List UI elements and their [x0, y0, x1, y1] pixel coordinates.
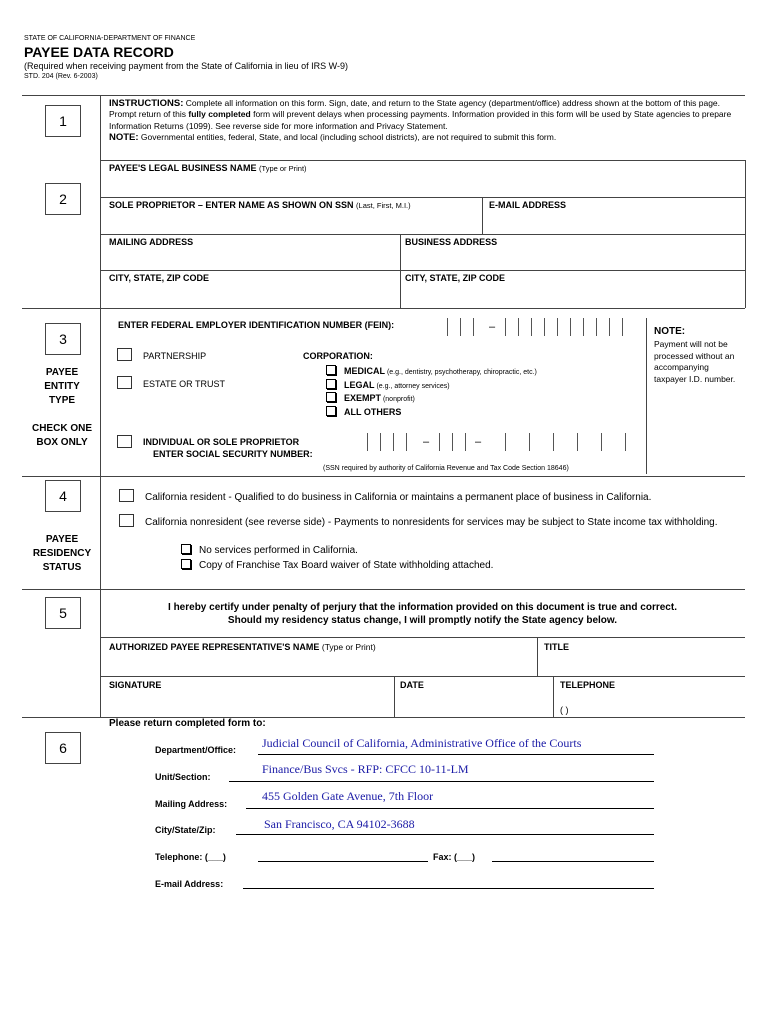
- sole-proprietor-name-label: [109, 200, 411, 210]
- note-label: NOTE:: [109, 131, 139, 143]
- section-number-4: 4: [45, 480, 81, 512]
- checkbox-icon: [326, 365, 336, 375]
- label-hint: (Type or Print): [259, 164, 307, 173]
- right-border: [745, 160, 746, 308]
- certification-statement: [100, 601, 745, 627]
- department-value: Judicial Council of California, Administrative Office of the Courts: [262, 736, 582, 750]
- individual-label: INDIVIDUAL OR SOLE PROPRIETOR: [143, 437, 300, 447]
- row-divider: [100, 197, 745, 198]
- instructions-text-b: form will prevent delays when processing payments. Information provided in this form will be used by State agencies to prepare Information Returns (1099). See reverse side for more information and Privacy Statement.: [109, 109, 732, 131]
- estate-trust-checkbox[interactable]: [117, 376, 132, 389]
- section-divider: [22, 476, 745, 477]
- email-return-label: E-mail Address:: [155, 879, 224, 889]
- fein-field[interactable]: [447, 318, 627, 338]
- instructions: [109, 98, 739, 143]
- sole-proprietor-name-field[interactable]: [105, 211, 477, 231]
- label-text: SOLE PROPRIETOR – ENTER NAME AS SHOWN ON SSN: [109, 200, 354, 210]
- cell-divider: [537, 637, 538, 676]
- ftb-waiver-option[interactable]: [181, 559, 493, 571]
- ssn-authority-note: (SSN required by authority of California Revenue and Tax Code Section 18646): [323, 465, 569, 472]
- note-body: Payment will not be processed without an accompanying taxpayer I.D. number.: [654, 339, 736, 384]
- telephone-label: TELEPHONE: [560, 680, 616, 690]
- fein-label: ENTER FEDERAL EMPLOYER IDENTIFICATION NUMBER (FEIN):: [118, 320, 395, 330]
- checkbox-icon: [326, 379, 336, 389]
- unit-section-label: Unit/Section:: [155, 772, 211, 782]
- mailing-address-return-label: Mailing Address:: [155, 799, 228, 809]
- telephone-parens: ( ): [560, 705, 569, 715]
- exempt-option[interactable]: [326, 392, 415, 403]
- legal-business-name-label: [109, 163, 307, 173]
- section-number-6: 6: [45, 732, 81, 764]
- note-text: Governmental entities, federal, State, and local (including school districts), are not required to submit this form.: [138, 131, 557, 142]
- title-field[interactable]: [542, 653, 740, 673]
- ssn-dash-2: –: [475, 436, 482, 448]
- return-instructions: Please return completed form to:: [109, 718, 266, 729]
- legal-business-name-field[interactable]: [105, 174, 740, 194]
- telephone-return-line[interactable]: [258, 861, 428, 862]
- agency-name: STATE OF CALIFORNIA-DEPARTMENT OF FINANCE: [24, 35, 196, 42]
- form-subtitle: (Required when receiving payment from the State of California in lieu of IRS W-9): [24, 61, 348, 71]
- option-label: LEGAL: [344, 380, 375, 390]
- corporation-label: CORPORATION:: [303, 351, 373, 361]
- email-return-line[interactable]: [243, 888, 654, 889]
- fax-return-label: Fax: (___): [433, 852, 476, 862]
- option-label: EXEMPT: [344, 393, 382, 403]
- mailing-city-state-zip-field[interactable]: [105, 284, 395, 304]
- mailing-address-label: MAILING ADDRESS: [109, 237, 194, 247]
- cell-divider: [553, 676, 554, 717]
- business-city-state-zip-label: CITY, STATE, ZIP CODE: [405, 273, 506, 283]
- section-divider: [100, 160, 745, 161]
- check-one-box-label: CHECK ONE BOX ONLY: [31, 423, 92, 448]
- option-hint: (e.g., dentistry, psychotherapy, chiropractic, etc.): [385, 369, 537, 376]
- business-address-label: BUSINESS ADDRESS: [405, 237, 498, 247]
- no-services-option[interactable]: [181, 544, 358, 556]
- california-resident-label: California resident - Qualified to do business in California or maintains a permanent place of business in California.: [145, 492, 652, 503]
- label-text: AUTHORIZED PAYEE REPRESENTATIVE'S NAME: [109, 642, 320, 652]
- fax-return-line[interactable]: [492, 861, 654, 862]
- california-nonresident-label: California nonresident (see reverse side) - Payments to nonresidents for services may be subject to State income tax withholding.: [145, 517, 718, 528]
- section-number-3: 3: [45, 323, 81, 355]
- row-divider: [100, 637, 745, 638]
- medical-option[interactable]: [326, 365, 537, 376]
- department-line: [258, 754, 654, 755]
- payee-entity-type-label: PAYEE ENTITY TYPE: [44, 367, 80, 406]
- instructions-emphasis: fully completed: [188, 109, 251, 120]
- mailing-address-return-value: 455 Golden Gate Avenue, 7th Floor: [262, 789, 434, 803]
- city-state-zip-return-value: San Francisco, CA 94102-3688: [264, 817, 415, 831]
- checkbox-icon: [326, 392, 336, 402]
- unit-section-value: Finance/Bus Svcs - RFP: CFCC 10-11-LM: [262, 762, 469, 776]
- section-divider: [22, 308, 745, 309]
- section-divider: [22, 589, 745, 590]
- all-others-option[interactable]: [326, 406, 401, 417]
- estate-trust-label: ESTATE OR TRUST: [143, 379, 226, 389]
- certification-line-2: Should my residency status change, I will promptly notify the State agency below.: [227, 615, 618, 626]
- partnership-checkbox[interactable]: [117, 348, 132, 361]
- option-label: MEDICAL: [344, 366, 385, 376]
- signature-label: SIGNATURE: [109, 680, 162, 690]
- section-number-1: 1: [45, 105, 81, 137]
- option-label: ALL OTHERS: [344, 407, 402, 417]
- certification-line-1: I hereby certify under penalty of perjury that the information provided on this document is true and correct.: [168, 602, 677, 613]
- telephone-field[interactable]: [585, 700, 735, 716]
- mailing-address-field[interactable]: [105, 248, 395, 268]
- title-label: TITLE: [544, 642, 569, 652]
- date-label: DATE: [400, 680, 424, 690]
- authorized-rep-name-field[interactable]: [105, 653, 532, 673]
- ssn-field-continued[interactable]: [495, 433, 635, 453]
- section-number-5: 5: [45, 597, 81, 629]
- form-id: STD. 204 (Rev. 6-2003): [24, 73, 98, 80]
- legal-option[interactable]: [326, 379, 450, 390]
- row-divider: [100, 234, 745, 235]
- telephone-return-label: Telephone: (___): [155, 852, 226, 862]
- business-city-state-zip-field[interactable]: [405, 284, 740, 304]
- city-state-zip-return-label: City/State/Zip:: [155, 825, 216, 835]
- cell-divider: [394, 676, 395, 717]
- checkbox-icon: [181, 544, 191, 554]
- section-divider: [22, 95, 745, 96]
- note-title: NOTE:: [654, 326, 686, 337]
- partnership-label: PARTNERSHIP: [143, 351, 207, 361]
- label-text: PAYEE'S LEGAL BUSINESS NAME: [109, 163, 257, 173]
- ssn-dash-1: –: [423, 436, 430, 448]
- label-hint: (Last, First, M.I.): [356, 201, 411, 210]
- cell-divider: [482, 197, 483, 234]
- city-state-zip-label: CITY, STATE, ZIP CODE: [109, 273, 210, 283]
- business-address-field[interactable]: [405, 248, 740, 268]
- fein-dash: –: [489, 321, 496, 333]
- label-hint: (Type or Print): [321, 642, 376, 652]
- note-divider: [646, 318, 647, 474]
- ssn-label: ENTER SOCIAL SECURITY NUMBER:: [153, 449, 313, 459]
- department-label: Department/Office:: [155, 745, 237, 755]
- cell-divider: [400, 234, 401, 308]
- option-label: Copy of Franchise Tax Board waiver of State withholding attached.: [199, 560, 494, 571]
- option-hint: (e.g., attorney services): [374, 383, 450, 390]
- city-state-zip-line: [236, 834, 654, 835]
- date-field[interactable]: [399, 692, 548, 714]
- payee-residency-status-label: PAYEE RESIDENCY STATUS: [32, 534, 92, 573]
- email-address-label: E-MAIL ADDRESS: [489, 200, 567, 210]
- instructions-text-a: Complete all information on this form. Sign, date, and return to the State agency (department/office) address shown at the bottom of this page. Prompt return of this: [109, 98, 721, 120]
- signature-field[interactable]: [105, 692, 389, 714]
- checkbox-icon: [181, 559, 191, 569]
- form-title: PAYEE DATA RECORD: [24, 44, 174, 60]
- option-label: No services performed in California.: [199, 545, 358, 556]
- authorized-rep-label: [109, 642, 376, 652]
- california-nonresident-checkbox[interactable]: [119, 514, 134, 527]
- option-hint: (nonprofit): [381, 396, 415, 403]
- email-address-field[interactable]: [487, 211, 740, 231]
- unit-section-line: [229, 781, 654, 782]
- mailing-address-line: [246, 808, 654, 809]
- instructions-label: INSTRUCTIONS:: [109, 98, 184, 109]
- ssn-field[interactable]: [367, 433, 497, 453]
- section-number-2: 2: [45, 183, 81, 215]
- checkbox-icon: [326, 406, 336, 416]
- individual-checkbox[interactable]: [117, 435, 132, 448]
- row-divider: [100, 676, 745, 677]
- california-resident-checkbox[interactable]: [119, 489, 134, 502]
- row-divider: [100, 270, 745, 271]
